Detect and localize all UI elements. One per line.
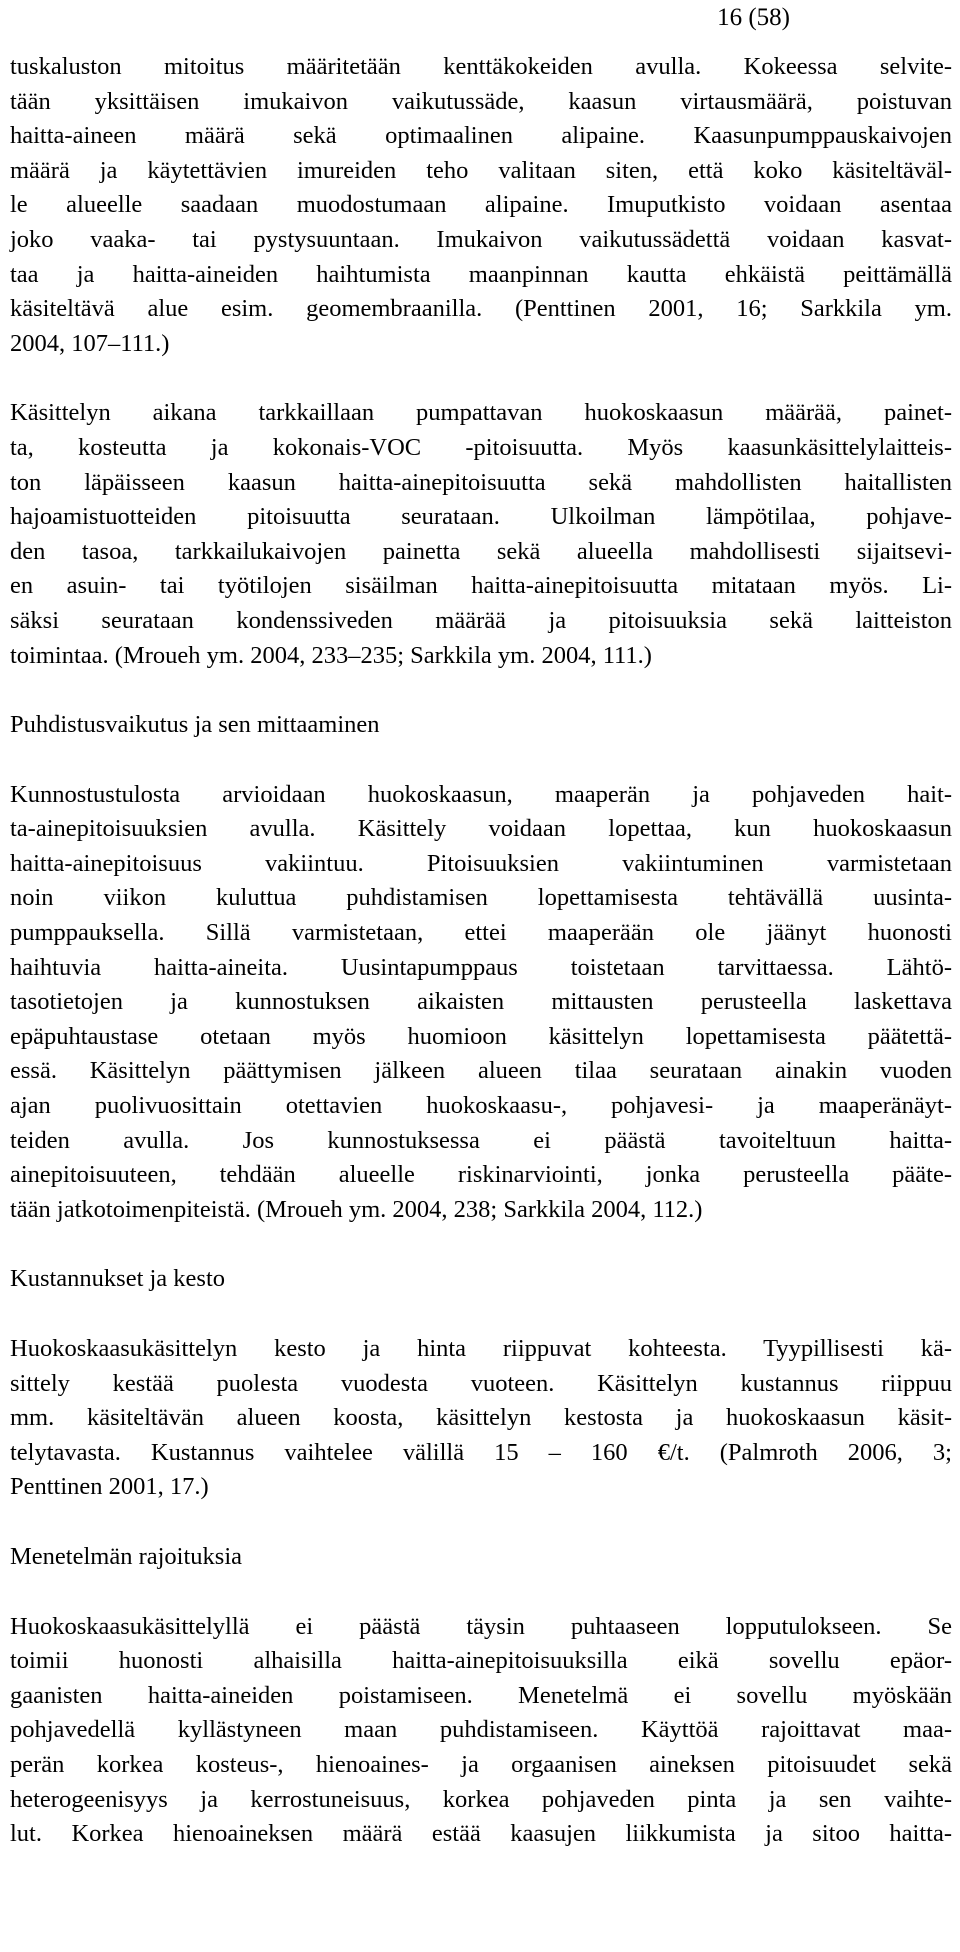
body-paragraph xyxy=(10,1610,952,1852)
text-line: tasotietojen ja kunnostuksen aikaisten mittausten perusteella laskettava xyxy=(10,988,952,1016)
page-number: 16 (58) xyxy=(717,4,790,31)
text-line: ton läpäisseen kaasun haitta-ainepitoisuutta sekä mahdollisten haitallisten xyxy=(10,468,952,496)
text-line: haitta-aineen määrä sekä optimaalinen alipaine. Kaasunpumppauskaivojen xyxy=(10,122,952,150)
text-line: hajoamistuotteiden pitoisuutta seurataan. Ulkoilman lämpötilaa, pohjave- xyxy=(10,503,952,531)
text-line: Huokoskaasukäsittelyllä ei päästä täysin puhtaaseen lopputulokseen. Se xyxy=(10,1612,952,1640)
text-line: tään yksittäisen imukaivon vaikutussäde, kaasun virtausmäärä, poistuvan xyxy=(10,87,952,115)
text-line: mm. käsiteltävän alueen koosta, käsittelyn kestosta ja huokoskaasun käsit- xyxy=(10,1404,952,1432)
text-line: ta, kosteutta ja kokonais-VOC -pitoisuutta. Myös kaasunkäsittelylaitteis- xyxy=(10,433,952,461)
text-line: Käsittelyn aikana tarkkaillaan pumpattavan huokoskaasun määrää, painet- xyxy=(10,399,952,427)
text-line: haitta-ainepitoisuus vakiintuu. Pitoisuuksien vakiintuminen varmistetaan xyxy=(10,849,952,877)
text-line: gaanisten haitta-aineiden poistamiseen. Menetelmä ei sovellu myöskään xyxy=(10,1681,952,1709)
text-line: heterogeenisyys ja kerrostuneisuus, korkea pohjaveden pinta ja sen vaihte- xyxy=(10,1785,952,1813)
text-line: noin viikon kuluttua puhdistamisen lopettamisesta tehtävällä uusinta- xyxy=(10,884,952,912)
text-line: pumppauksella. Sillä varmistetaan, ettei maaperään ole jäänyt huonosti xyxy=(10,919,952,947)
text-line: lut. Korkea hienoaineksen määrä estää kaasujen liikkumista ja sitoo haitta- xyxy=(10,1820,952,1848)
text-line: Kunnostustulosta arvioidaan huokoskaasun, maaperän ja pohjaveden hait- xyxy=(10,780,952,808)
text-line: taa ja haitta-aineiden haihtumista maanpinnan kautta ehkäistä peittämällä xyxy=(10,260,952,288)
section-heading: Menetelmän rajoituksia xyxy=(10,1542,242,1570)
text-line: perän korkea kosteus-, hienoaines- ja orgaanisen aineksen pitoisuudet sekä xyxy=(10,1750,952,1778)
text-line: ta-ainepitoisuuksien avulla. Käsittely voidaan lopettaa, kun huokoskaasun xyxy=(10,815,952,843)
text-line: essä. Käsittelyn päättymisen jälkeen alueen tilaa seurataan ainakin vuoden xyxy=(10,1057,952,1085)
document-body xyxy=(10,50,952,1852)
section-heading: Puhdistusvaikutus ja sen mittaaminen xyxy=(10,711,380,739)
text-line: sittely kestää puolesta vuodesta vuoteen. Käsittelyn kustannus riippuu xyxy=(10,1369,952,1397)
text-line: epäpuhtaustase otetaan myös huomioon käsittelyn lopettamisesta päätettä- xyxy=(10,1022,952,1050)
text-line: en asuin- tai työtilojen sisäilman haitta-ainepitoisuutta mitataan myös. Li- xyxy=(10,572,952,600)
text-line: pohjavedellä kyllästyneen maan puhdistamiseen. Käyttöä rajoittavat maa- xyxy=(10,1716,952,1744)
section-heading: Kustannukset ja kesto xyxy=(10,1265,226,1293)
text-line: ainepitoisuuteen, tehdään alueelle riskinarviointi, jonka perusteella pääte- xyxy=(10,1161,952,1189)
text-line: telytavasta. Kustannus vaihtelee välillä 15 – 160 €/t. (Palmroth 2006, 3; xyxy=(10,1438,952,1466)
text-line: den tasoa, tarkkailukaivojen painetta sekä alueella mahdollisesti sijaitsevi- xyxy=(10,537,952,565)
text-line: Penttinen 2001, 17.) xyxy=(10,1473,209,1501)
text-line: tään jatkotoimenpiteistä. (Mroueh ym. 2004, 238; Sarkkila 2004, 112.) xyxy=(10,1195,703,1223)
body-paragraph xyxy=(10,778,952,1228)
text-line: le alueelle saadaan muodostumaan alipaine. Imuputkisto voidaan asentaa xyxy=(10,191,952,219)
text-line: säksi seurataan kondenssiveden määrää ja pitoisuuksia sekä laitteiston xyxy=(10,606,952,634)
body-paragraph xyxy=(10,50,952,361)
body-paragraph xyxy=(10,1332,952,1505)
text-line: toimii huonosti alhaisilla haitta-ainepitoisuuksilla eikä sovellu epäor- xyxy=(10,1647,952,1675)
text-line: tuskaluston mitoitus määritetään kenttäkokeiden avulla. Kokeessa selvite- xyxy=(10,53,952,80)
text-line: toimintaa. (Mroueh ym. 2004, 233–235; Sarkkila ym. 2004, 111.) xyxy=(10,641,652,669)
text-line: haihtuvia haitta-aineita. Uusintapumppaus toistetaan tarvittaessa. Lähtö- xyxy=(10,953,952,981)
body-paragraph xyxy=(10,396,952,673)
text-line: ajan puolivuosittain otettavien huokoskaasu-, pohjavesi- ja maaperänäyt- xyxy=(10,1092,952,1120)
text-line: joko vaaka- tai pystysuuntaan. Imukaivon vaikutussädettä voidaan kasvat- xyxy=(10,225,952,253)
text-line: määrä ja käytettävien imureiden teho valitaan siten, että koko käsiteltäväl- xyxy=(10,156,952,184)
text-line: teiden avulla. Jos kunnostuksessa ei päästä tavoiteltuun haitta- xyxy=(10,1126,952,1154)
text-line: käsiteltävä alue esim. geomembraanilla. (Penttinen 2001, 16; Sarkkila ym. xyxy=(10,295,952,323)
text-line: 2004, 107–111.) xyxy=(10,329,170,357)
text-line: Huokoskaasukäsittelyn kesto ja hinta riippuvat kohteesta. Tyypillisesti kä- xyxy=(10,1335,952,1362)
